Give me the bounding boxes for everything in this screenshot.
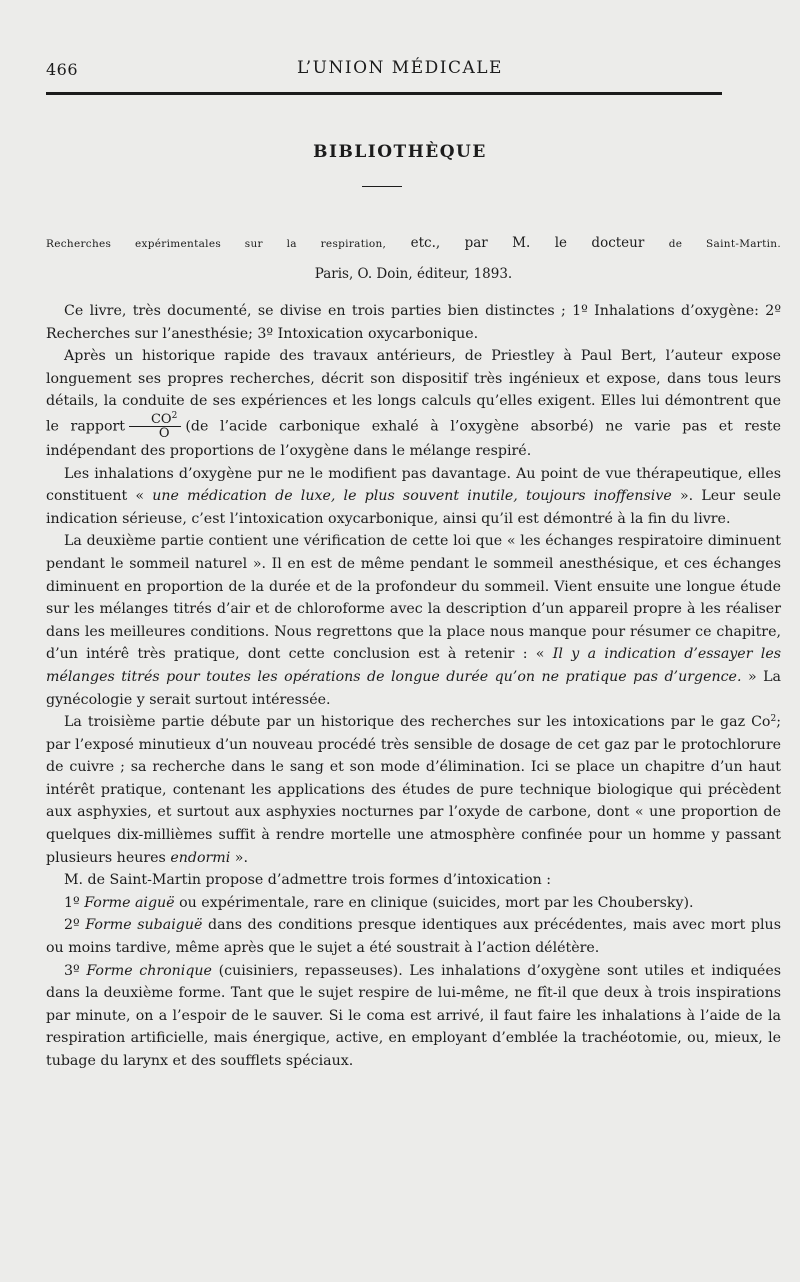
paragraph-acute-form: 1º Forme aiguë ou expérimentale, rare en clinique (suicides, mort par les Choubersky). [64, 894, 694, 911]
paragraph-subacute-form: 2º Forme subaiguë dans des conditions presque identiques aux précédentes, mais avec mort plus ou moins tardive, même après que le sujet a été soustrait à l’action délétère. [46, 917, 781, 957]
page-number: 466 [46, 60, 79, 79]
book-author: de Saint-Martin. [668, 238, 782, 250]
ratio-fraction [129, 410, 181, 441]
ratio-numerator: $CO^2$ [129, 413, 181, 427]
header-rule [46, 92, 722, 95]
section-title: BIBLIOTHÈQUE [313, 142, 487, 162]
paragraph-intro: Ce livre, très documenté, se divise en trois parties bien distinctes ; 1º Inhalations d’oxygène: 2º Recherches sur l’anesthésie; 3º Intoxication oxycarbonique. [46, 303, 781, 342]
paragraph-three-forms: M. de Saint-Martin propose d’admettre trois formes d’intoxication : [64, 872, 552, 889]
review-body [46, 300, 781, 1073]
paragraph-chronic-form: 3º Forme chronique (cuisiniers, repasseuses). Les inhalations d’oxygène sont utiles et indiquées dans la deuxième forme. Tant que le sujet respire de lui-même, ne fît-il que deux à trois inspirations par minute, on a l’espoir de le sauver. Si le coma est arrivé, il faut faire les inhalations à l’aide de la respiration artificielle, mais énergique, active, en employant d’emblée la trachéotomie, ou, mieux, le tubage du larynx et des soufflets spéciaux. [46, 962, 781, 1069]
journal-title: L’UNION MÉDICALE [297, 58, 503, 78]
book-title-line [46, 228, 781, 259]
paragraph-part-one: Après un historique rapide des travaux antérieurs, de Priestley à Paul Bert, l’auteur expose longuement ses propres recherches, décrit son dispositif très ingénieux et expose, dans tous leurs détails, la conduite de ses expériences et les longs calculs qu’elles exigent. Elles lui démontrent que le rapport $\frac{CO^2}{O}$ (de l’acide carbonique exhalé à l’oxygène absorbé) ne varie pas et reste indépendant des proportions de l’oxygène dans le mélange respiré. [46, 348, 782, 459]
book-reference [46, 228, 781, 289]
paragraph-part-two: La deuxième partie contient une vérification de cette loi que « les échanges respiratoire diminuent pendant le sommeil naturel ». Il en est de même pendant le sommeil anesthésique, et ces échanges diminuent en proportion de la durée et de la profondeur du sommeil. Vient ensuite une longue étude sur les mélanges titrés d’air et de chloroforme avec la description d’un appareil propre à les réaliser dans les meilleures conditions. Nous regrettons que la place nous manque pour résumer ce chapitre, d’un intérê très pratique, dont cette conclusion est à retenir : « Il y a indication d’essayer les mélanges titrés pour toutes les opérations de longue durée qu’on ne pratique pas d’urgence. » La gynécologie y serait surtout intéressée. [46, 533, 782, 708]
paragraph-oxygen: Les inhalations d’oxygène pur ne le modifient pas davantage. Au point de vue thérapeutique, elles constituent « une médication de luxe, le plus souvent inutile, toujours inoffensive ». Leur seule indication sérieuse, c’est l’intoxication oxycarbonique, ainsi qu’il est démontré à la fin du livre. [46, 465, 781, 527]
paragraph-part-three: La troisième partie débute par un historique des recherches sur les intoxications par le gaz Co$^2$; par l’exposé minutieux d’un nouveau procédé très sensible de dosage de cet gaz par le protochlorure de cuivre ; sa recherche dans le sang et son mode d’élimination. Ici se place un chapitre d’un haut intérêt pratique, contenant les applications des études de pure technique biologique qui précèdent aux asphyxies, et surtout aux asphyxies nocturnes par l’oxyde de carbone, dont « une proportion de quelques dix-millièmes suffit à rendre mortelle une atmosphère confinée pour un homme y passant plusieurs heures endormi ». [46, 714, 781, 866]
book-author-prefix: etc., par M. le docteur [386, 235, 669, 251]
ratio-denominator: O [158, 425, 170, 441]
book-publisher: Paris, O. Doin, éditeur, 1893. [314, 266, 513, 282]
section-divider [362, 186, 402, 187]
book-title: Recherches expérimentales sur la respiration, [46, 238, 387, 250]
